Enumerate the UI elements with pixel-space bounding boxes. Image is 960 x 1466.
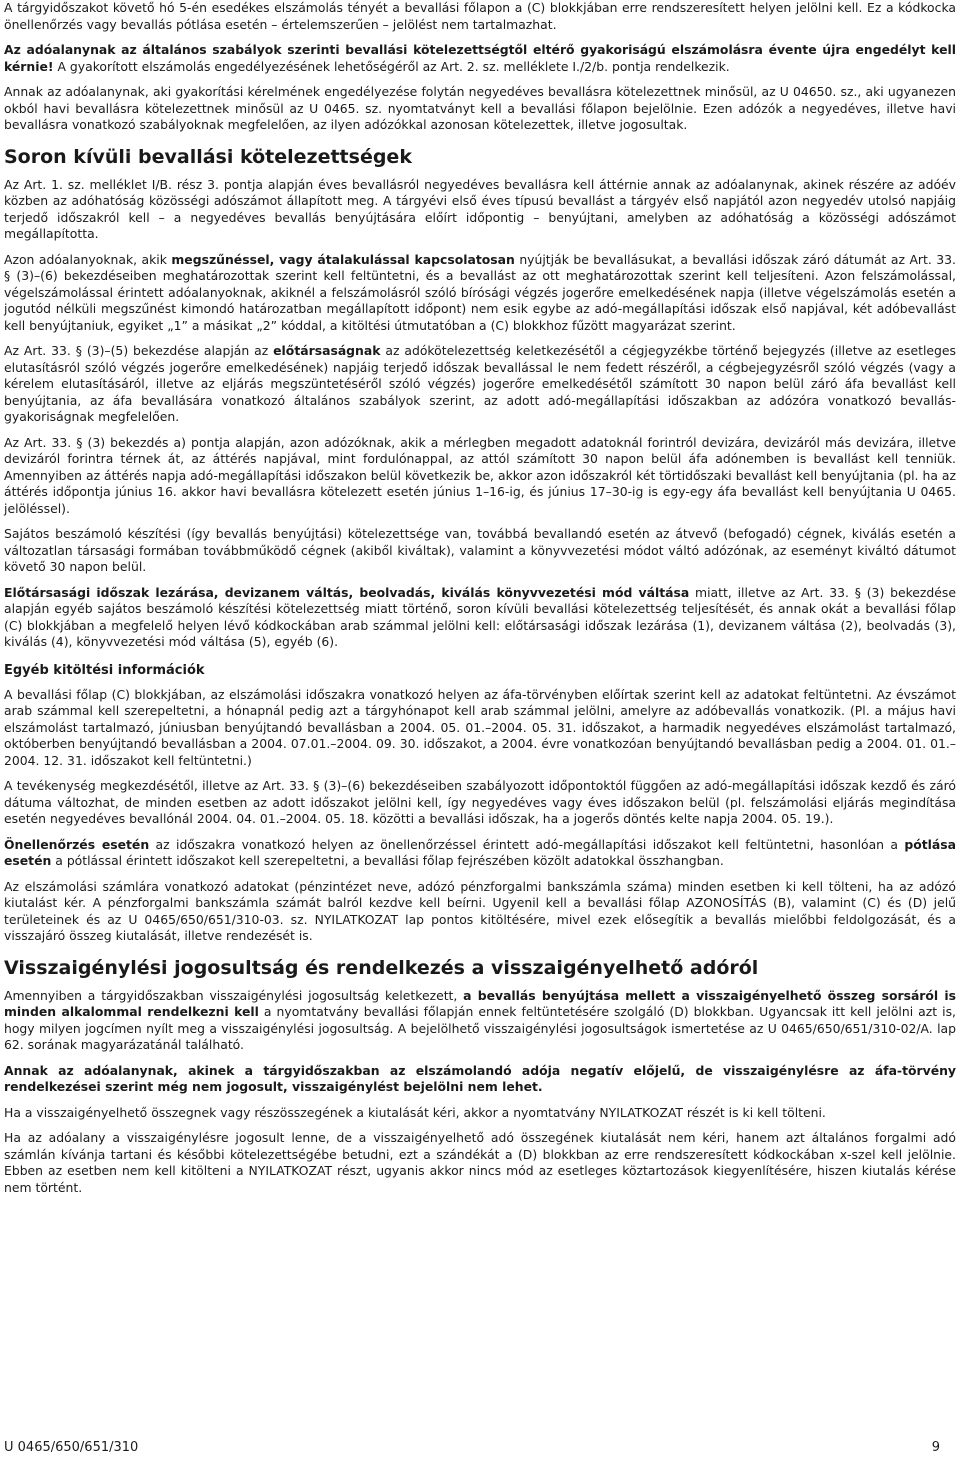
pre-company-bold: előtársaságnak [273,343,381,358]
termination-intro: Azon adóalanyoknak, akik [4,251,172,267]
self-revision-bold: Önellenőrzés esetén [4,836,150,852]
refund-rest: a nyomtatvány bevallási főlapján ennek feltüntetésére szolgáló (D) blokkban. Ugyancsak itt kell jelölni azt is, hogy milyen jogcímen nyílt meg a visszaigénylési jogosultság. A bejelölhető visszaigénylési jogosultságok ismertetése az U 0465/650/651/310-02/A. lap 62. sorának magyarázatánál található. [4,1004,956,1052]
negative-tax-bold: Annak az adóalanynak, akinek a tárgyidőszakban az elszámolandó adója negatív előjelű, de visszaigénylésre az áfa-törvény rendelkezései szerint még nem jogosult, visszaigénylést bejelölni nem lehet. [4,1062,956,1094]
paragraph-period-dates: A bevallási főlap (C) blokkjában, az elszámolási időszakra vonatkozó helyen az áfa-törvényben előírtak szerint kell az adatokat feltüntetni. Az évszámot arab számmal kell szerepeltetni, a hónapnál pedig azt a tárgyhónapot kell arab számmal jelölni, amelyre az adóbevallás vonatkozik. (Pl. a május havi elszámolást tartalmazó, júniusban benyújtandó bevallásban a 2004. 05. 01.–2004. 05. 31. időszakot, a harmadik negyedéves elszámolást tartalmazó, októberben benyújtandó bevallásban a 2004. 07.01.–2004. 09. 30. időszakot, a 2004. évre vonatkozóan benyújtandó bevallásban pedig a 2004. 01. 01.–2004. 12. 31. időszakot kell feltüntetni.) [4,686,956,768]
supplement-bold: pótlása esetén [4,836,957,868]
pre-company-rest: az adókötelezettség keletkezésétől a cégjegyzékbe történő bejegyzés (illetve az esetleges elutasításról szóló végzés jogerőre emelkedésének) napjáig terjedő időszak bevallással le nem fedett részéről, a cégbejegyzésről szóló végzés (vagy a kérelem elutasításáról, illetve az eljárás megszüntetéséről szóló végzés) jogerőre emelkedésétől számított 30 napon belül záró áfa bevallást kell benyújtania, az áfa bevallására vonatkozó általános szabályok szerint, az adott adó-megállapítási időszakban az adózóra vonatkozó bevallás-gyakoriságnak megfelelően. [4,343,957,424]
paragraph-termination [4,252,956,335]
paragraph-community-tax-number: Az Art. 1. sz. melléklet I/B. rész 3. pontja alapján éves bevallásról negyedéves bevallásra kell áttérnie annak az adóalanynak, akinek részére az adóév közben az adóhatóság közösségi adószámot állapított meg. A tárgyévi első éves típusú bevallást a tárgyév első napjától azon negyedév utolsó napjáig terjedő időszakról kell – a negyedéves bevallás benyújtására előírt időpontig – benyújtani, amelyben az adóhatóság a közösségi adószámot megállapította. [4,176,956,241]
paragraph-negative-tax [4,1063,956,1096]
paragraph-bank-account: Az elszámolási számlára vonatkozó adatokat (pénzintézet neve, adózó pénzforgalmi bankszámla száma) minden esetben ki kell tölteni, ha az adózó kiutalást kér. A pénzforgalmi bankszámla számát balról kezdve kell beírni. Ugyenil kell a bevallási főlap AZONOSÍTÁS (B), valamint (C) és (D) jelű területeinek és az U 0465/650/651/310-03. sz. NYILATKOZAT lap pontos kitöltésére, mivel ezek elősegítik a bevallás mielőbbi feldolgozását, és a visszajáró összeg kiutalását, illetve rendezését is. [4,878,956,943]
heading-other-info: Egyéb kitöltési információk [4,662,205,678]
paragraph-refund-disposition [4,988,956,1054]
paragraph-currency-change: Az Art. 33. § (3) bekezdés a) pontja alapján, azon adózóknak, akik a mérlegben megadott adatoknál forintról devizára, devizáról más devizára, illetve devizáról forintra térnek át, az áttérés napjával, mint fordulónappal, az attól számított 30 napon belül áfa adónemben is bevallást kell tenniük. Amennyiben az áttérés napja adó-megállapítási időszakon belül következik be, akkor azon időszakról két törtidőszaki bevallást kell benyújtania (pl. ha az áttérés időpontja június 16. akkor havi bevallásra kötelezett esetén június 1–16-ig, és június 17–30-ig is egy-egy áfa bevallást kell benyújtania U 0465. jelöléssel). [4,434,956,516]
refund-bold: a bevallás benyújtása mellett a visszaigényelhető összeg sorsáról is minden alkalommal rendelkezni kell [4,987,956,1019]
reason-codes-bold: Előtársasági időszak lezárása, devizanem váltás, beolvadás, kiválás könyvvezetési mód váltása [4,584,690,600]
termination-rest: nyújtják be bevallásukat, a bevallási időszak záró dátumát az Art. 33. § (3)–(6) bekezdéseiben meghatározottak szerint kell feltüntetni, és a bevallást az ott meghatározottak szerint kell teljesíteni. Azon felszámolással, végelszámolással érintett adóalanyoknak, akiknél a felszámolásról szóló bírósági végzés jogerőre emelkedésének napja (illetve végelszámolás esetén a jogutód nélküli megszűnést kimondó határozatban megállapított időpont) nem esik egybe az adó-megállapítási időszak első napjával, két adóbevallást kell benyújtaniuk, egyiket „1” a másikat „2” kóddal, a kitöltési útmutatóban a (C) blokkhoz fűzött magyarázat szerint. [4,251,956,333]
paragraph-quarterly-forms: Annak az adóalanynak, aki gyakorítási kérelmének engedélyezése folytán negyedéves bevallásra kötelezettnek minősül, az U 04650. sz., aki ugyanezen okból havi bevallásra kötelezettnek minősül az U 0465. sz. nyomtatványt kell a bevallási főlapon bejelölnie. Ezen adózók a negyedéves, illetve havi bevallásra vonatkozó szabályoknak megfelelően, az ilyen adózókkal azonosan kötelezettek, illetve jogosultak. [4,84,956,132]
paragraph-activity-start: A tevékenység megkezdésétől, illetve az Art. 33. § (3)–(6) bekezdéseiben szabályozott időpontoktól függően az adó-megállapítási időszak kezdő és záró dátuma változhat, de minden esetben az adott időszakot jelölni kell, így negyedéves vagy éves időszakon belül (pl. felszámolási eljárás megindítása esetén negyedéves bevallónál 2004. 04. 01.–2004. 05. 18. közötti a bevallási időszak, ha a jogerős döntés kelte napja 2004. 05. 19.). [4,778,956,826]
reason-codes-rest: miatt, illetve az Art. 33. § (3) bekezdése alapján egyéb sajátos beszámoló készítési kötelezettség miatt történő, soron kívüli bevallási kötelezettség teljesítését, és annak okát a bevallási főlap (C) blokkjában a megfelelő helyen lévő kódkockában arab számmal jelölni kell: előtársasági időszak lezárása (1), devizanem váltása (2), beolvadás (3), kiválás (4), könyvvezetési mód váltása (5), egyéb (6). [4,584,956,649]
permission-notice-bold: Az adóalanynak az általános szabályok szerinti bevallási kötelezettségtől eltérő gyakoriságú elszámolásra évente újra engedélyt kell kérnie! [4,42,956,74]
paragraph-carry-forward: Ha az adóalany a visszaigénylésre jogosult lenne, de a visszaigényelhető adó összegének kiutalását nem kéri, hanem azt általános forgalmi adó számlán kívánja tartani és későbbi kötelezettségébe betudni, ezt a szándékát a (D) blokkban az erre rendszeresített kódkockában x-szel kell jelölnie. Ebben az esetben nem kell kitölteni a NYILATKOZAT részt, ugyanis akkor nincs mód az esetleges köztartozások kiegyenlítésére, hiszen kiutalás kérése nem történt. [4,1130,956,1195]
paragraph-statement-required: Ha a visszaigényelhető összegnek vagy részösszegének a kiutalását kéri, akkor a nyomtatvány NYILATKOZAT részét is ki kell tölteni. [4,1104,826,1120]
termination-bold: megszűnéssel, vagy átalakulással kapcsolatosan [171,251,515,267]
paragraph-pre-company [4,343,956,426]
paragraph-permission-notice [4,42,956,75]
self-revision-text: az időszakra vonatkozó helyen az önellenőrzéssel érintett adó-megállapítási időszakot kell feltüntetni, hasonlóan a [149,836,905,852]
document-page [4,0,956,1205]
permission-notice-rest: A gyakorított elszámolás engedélyezésének lehetőségéről az Art. 2. sz. melléklete I./2/b. pontja rendelkezik. [53,58,730,74]
paragraph-monthly-settlement: A tárgyidőszakot követő hó 5-én esedékes elszámolás tényét a bevallási főlapon a (C) blokkjában erre rendszeresített helyen jelölni kell. Ez a kódkocka önellenőrzés vagy bevallás pótlása esetén – értelemszerűen – jelölést nem tartalmazhat. [4,0,956,32]
form-code: U 0465/650/651/310 [4,1440,139,1455]
paragraph-special-report: Sajátos beszámoló készítési (így bevallás benyújtási) kötelezettsége van, továbbá bevallandó esetén az átvevő (befogadó) cégnek, kiválás esetén a változatlan társasági formában továbbműködő cégnek (akiből kiváltak), valamint a könyvvezetési módot váltó adózónak, az eseményt kiváltó dátumot követő 30 napon belül. [4,526,956,574]
supplement-text: a pótlással érintett időszakot kell szerepeltetni, a bevallási főlap fejrészében közölt adatokkal összhangban. [51,853,724,868]
heading-refund-entitlement: Visszaigénylési jogosultság és rendelkezés a visszaigényelhető adóról [4,956,759,979]
paragraph-reason-codes [4,585,956,651]
heading-extraordinary-returns: Soron kívüli bevallási kötelezettségek [4,145,412,168]
paragraph-self-revision [4,837,956,870]
page-number: 9 [931,1440,940,1455]
refund-intro: Amennyiben a tárgyidőszakban visszaigénylési jogosultság keletkezett, [4,987,464,1003]
pre-company-intro: Az Art. 33. § (3)–(5) bekezdése alapján az [4,343,274,358]
